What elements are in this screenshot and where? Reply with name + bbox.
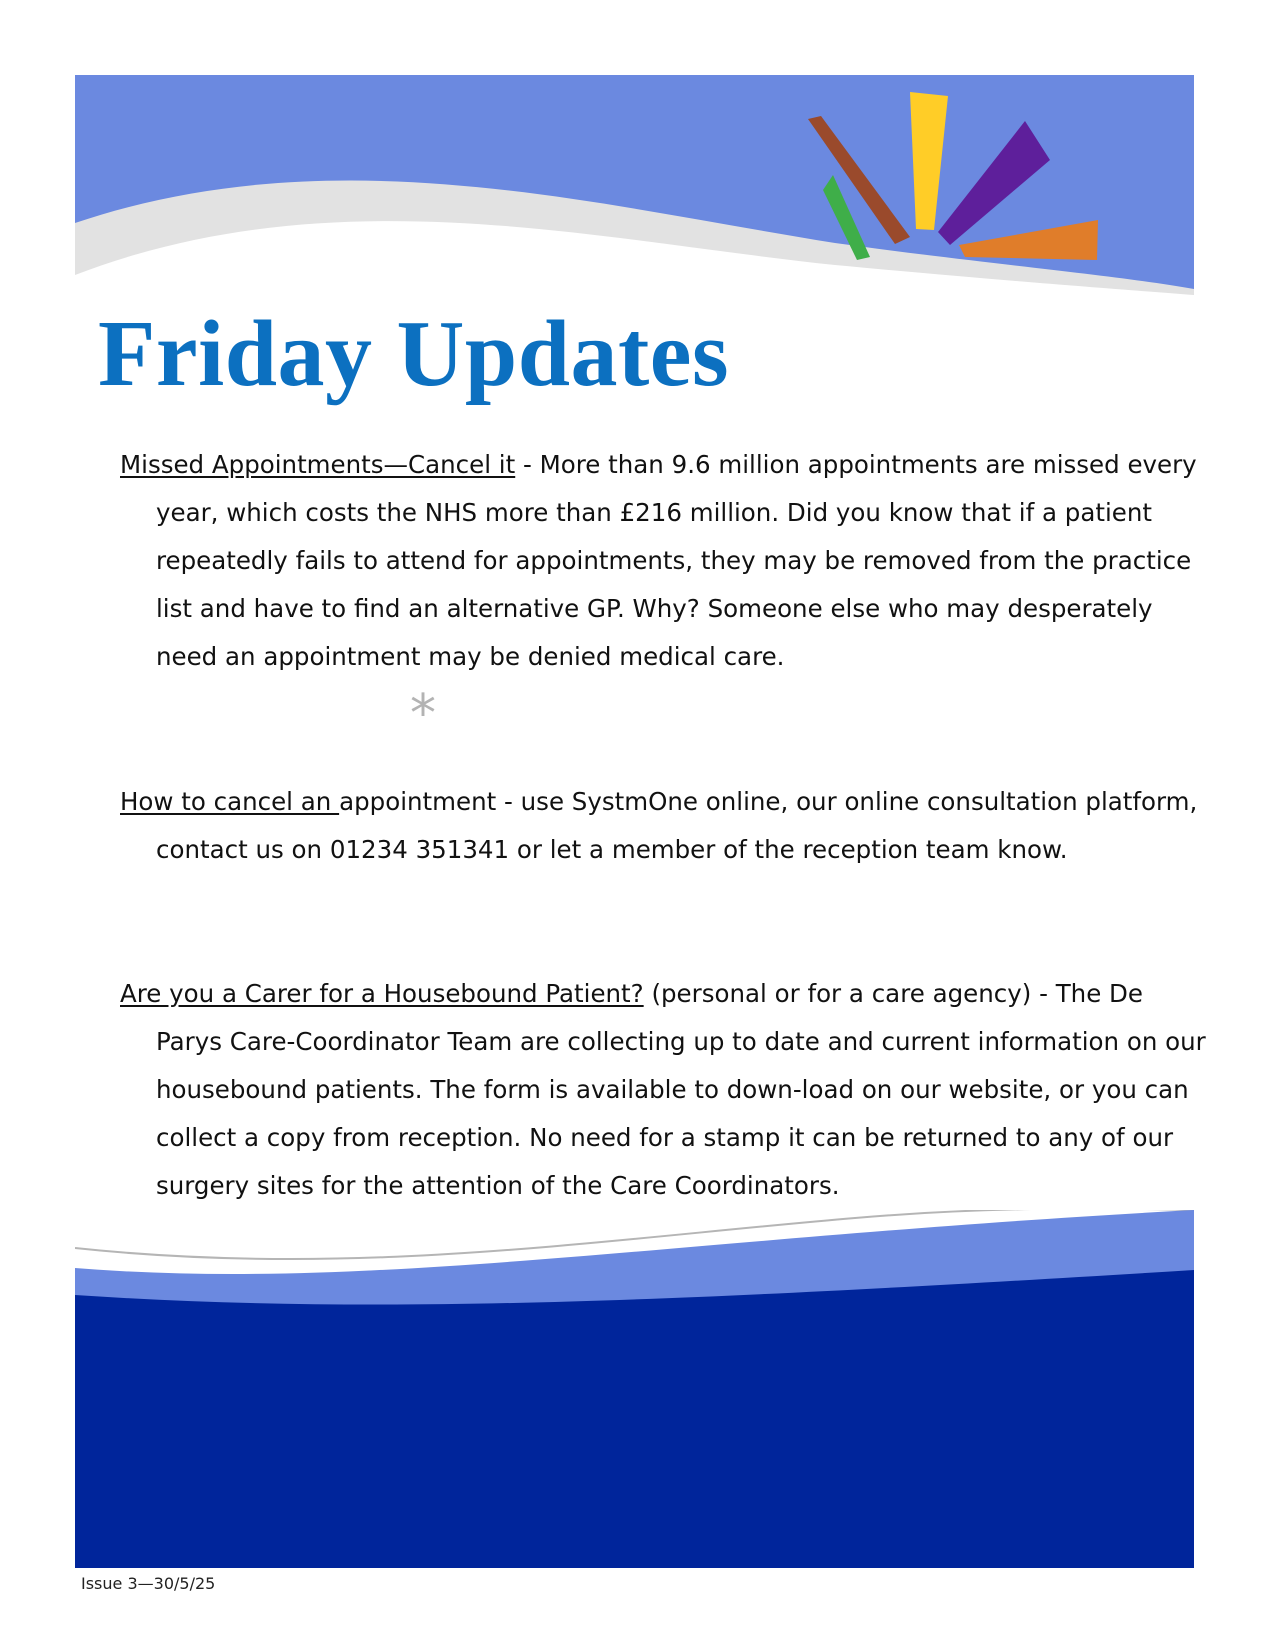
page-title: Friday Updates xyxy=(98,302,730,406)
section-heading: How to cancel an xyxy=(120,787,340,816)
section-missed-appointments xyxy=(120,441,1216,681)
section-body: (personal or for a care agency) - The De Parys Care-Coordinator Team are collecting up to date and current information on our housebound patients. The form is available to down-load on our website, or you can collect a copy from reception. No need for a stamp it can be returned to any of our surgery sites for the attention of the Care Coordinators. xyxy=(156,979,1206,1200)
section-carer-housebound xyxy=(120,970,1216,1210)
section-heading: Missed Appointments—Cancel it xyxy=(120,450,516,479)
section-heading: Are you a Carer for a Housebound Patient? xyxy=(120,979,644,1008)
section-body: appointment - use SystmOne online, our online consultation platform, contact us on 01234 351341 or let a member of the reception team know. xyxy=(156,787,1198,864)
footer-banner xyxy=(75,1210,1194,1568)
section-how-to-cancel xyxy=(120,778,1216,874)
section-body: - More than 9.6 million appointments are missed every year, which costs the NHS more than £216 million. Did you know that if a patient repeatedly fails to attend for appointments, they may be removed from the practice list and have to find an alternative GP. Why? Someone else who may desperately need an appointment may be denied medical care. xyxy=(156,450,1197,671)
issue-number: Issue 3—30/5/25 xyxy=(81,1574,216,1593)
asterisk-ornament: * xyxy=(410,684,436,744)
